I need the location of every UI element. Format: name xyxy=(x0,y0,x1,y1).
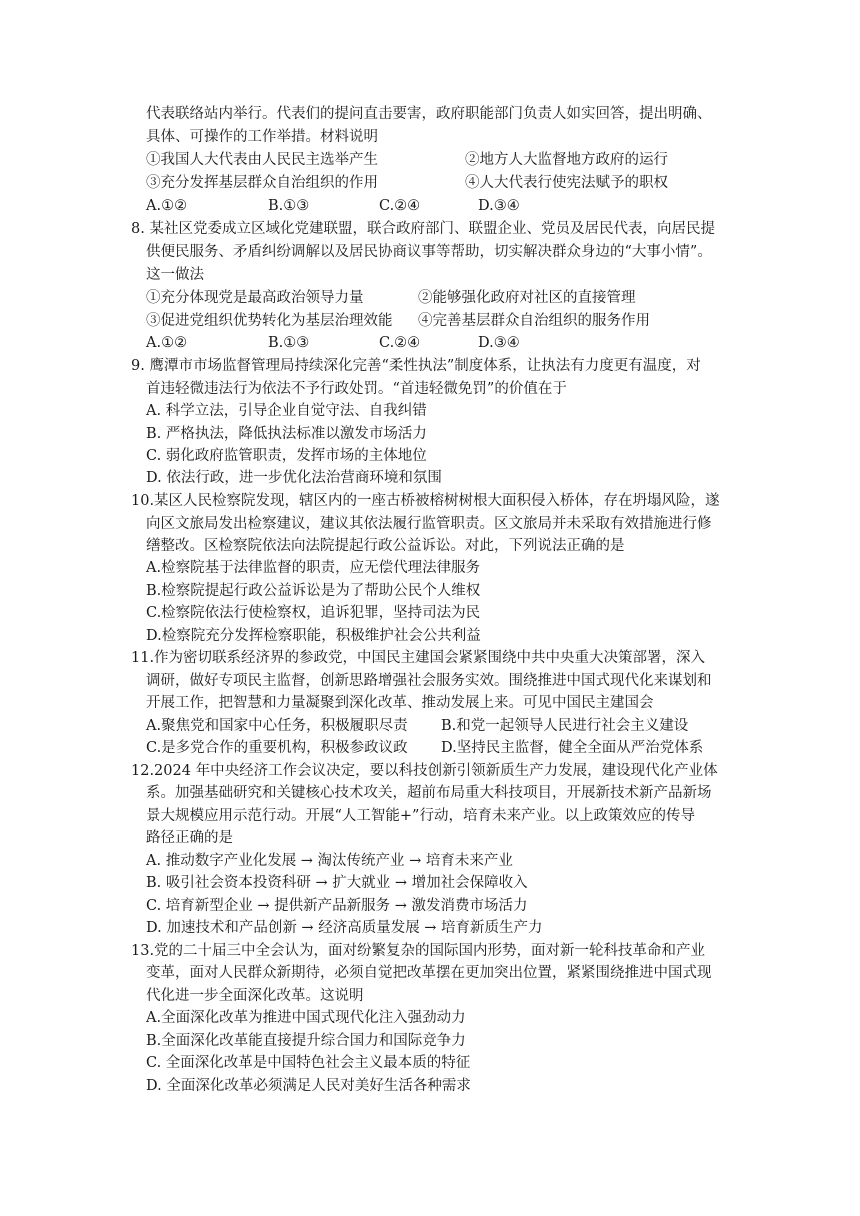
q10-stem-line-1: 10.某区人民检察院发现，辖区内的一座古桥被榕树树根大面积侵入桥体，存在坍塌风险，遂 xyxy=(131,493,720,509)
q8-option-d: D.③④ xyxy=(478,335,520,351)
q12-option-a: A. 推动数字产业化发展 → 淘汰传统产业 → 培育未来产业 xyxy=(146,853,513,869)
q12-stem-line-3: 景大规模应用示范行动。开展“人工智能+”行动，培育未来产业。以上政策效应的传导 xyxy=(146,808,695,824)
q10-option-a: A.检察院基于法律监督的职责，应无偿代理法律服务 xyxy=(146,560,481,576)
q10-option-c: C.检察院依法行使检察权，追诉犯罪，坚持司法为民 xyxy=(146,605,481,621)
q12-stem-line-2: 系。加强基础研究和关键核心技术攻关，超前布局重大科技项目，开展新技术新产品新场 xyxy=(146,785,712,801)
q8-option-b: B.①③ xyxy=(268,335,310,351)
q7-option-a: A.①② xyxy=(146,198,188,214)
q9-option-b: B. 严格执法，降低执法标准以激发市场活力 xyxy=(146,426,427,442)
q10-option-d: D.检察院充分发挥检察职能，积极维护社会公共利益 xyxy=(146,628,481,644)
q9-stem-line-1: 9. 鹰潭市市场监督管理局持续深化完善“柔性执法”制度体系，让执法有力度更有温度，对 xyxy=(131,358,701,374)
q10-stem-line-3: 缮整改。区检察院依法向法院提起行政公益诉讼。对此，下列说法正确的是 xyxy=(146,538,625,554)
q12-option-d: D. 加速技术和产品创新 → 经济高质量发展 → 培育新质生产力 xyxy=(146,920,543,936)
q9-option-a: A. 科学立法，引导企业自觉守法、自我纠错 xyxy=(146,403,427,419)
q12-stem-line-4: 路径正确的是 xyxy=(146,830,233,846)
q8-item-1: ①充分体现党是最高政治领导力量 xyxy=(146,290,364,306)
q11-stem-line-3: 开展工作，把智慧和力量凝聚到深化改革、推动发展上来。可见中国民主建国会 xyxy=(146,695,654,711)
q7-option-c: C.②④ xyxy=(379,198,421,214)
q8-option-c: C.②④ xyxy=(379,335,421,351)
q12-option-c: C. 培育新型企业 → 提供新产品新服务 → 激发消费市场活力 xyxy=(146,898,528,914)
q8-option-a: A.①② xyxy=(146,335,188,351)
q12-option-b: B. 吸引社会资本投资科研 → 扩大就业 → 增加社会保障收入 xyxy=(146,875,528,891)
q7-stem-line-1: 代表联络站内举行。代表们的提问直击要害，政府职能部门负责人如实回答，提出明确、 xyxy=(146,106,712,122)
q11-option-c: C.是多党合作的重要机构，积极参政议政 xyxy=(146,740,408,756)
q13-option-d: D. 全面深化改革必须满足人民对美好生活各种需求 xyxy=(146,1078,471,1094)
q10-stem-line-2: 向区文旅局发出检察建议，建议其依法履行监管职责。区文旅局并未采取有效措施进行修 xyxy=(146,516,712,532)
q8-stem-line-3: 这一做法 xyxy=(146,267,204,283)
q7-option-d: D.③④ xyxy=(478,198,520,214)
q9-option-c: C. 弱化政府监管职责，发挥市场的主体地位 xyxy=(146,448,427,464)
q7-item-1: ①我国人大代表由人民民主选举产生 xyxy=(146,152,378,168)
q12-stem-line-1: 12.2024 年中央经济工作会议决定，要以科技创新引领新质生产力发展，建设现代化产业体 xyxy=(131,763,718,779)
q13-option-b: B.全面深化改革能直接提升综合国力和国际竞争力 xyxy=(146,1033,466,1049)
q7-item-3: ③充分发挥基层群众自治组织的作用 xyxy=(146,175,378,191)
q10-option-b: B.检察院提起行政公益诉讼是为了帮助公民个人维权 xyxy=(146,583,481,599)
q13-stem-line-1: 13.党的二十届三中全会认为，面对纷繁复杂的国际国内形势，面对新一轮科技革命和产业 xyxy=(131,943,706,959)
q8-item-2: ②能够强化政府对社区的直接管理 xyxy=(418,290,636,306)
q11-stem-line-2: 调研，做好专项民主监督，创新思路增强社会服务实效。围绕推进中国式现代化来谋划和 xyxy=(146,673,712,689)
q11-option-b: B.和党一起领导人民进行社会主义建设 xyxy=(441,718,689,734)
q7-stem-line-2: 具体、可操作的工作举措。材料说明 xyxy=(146,129,378,145)
q11-stem-line-1: 11.作为密切联系经济界的参政党，中国民主建国会紧紧围绕中共中央重大决策部署，深入 xyxy=(131,650,706,666)
q11-option-d: D.坚持民主监督，健全全面从严治党体系 xyxy=(441,740,704,756)
q11-option-a: A.聚焦党和国家中心任务，积极履职尽责 xyxy=(146,718,408,734)
q9-stem-line-2: 首违轻微违法行为依法不予行政处罚。“首违轻微免罚”的价值在于 xyxy=(146,381,567,397)
q8-stem-line-2: 供便民服务、矛盾纠纷调解以及居民协商议事等帮助，切实解决群众身边的“大事小情”。 xyxy=(146,244,712,260)
q13-stem-line-2: 变革，面对人民群众新期待，必须自觉把改革摆在更加突出位置，紧紧围绕推进中国式现 xyxy=(146,965,712,981)
q8-item-4: ④完善基层群众自治组织的服务作用 xyxy=(418,313,650,329)
q8-stem-line-1: 8. 某社区党委成立区域化党建联盟，联合政府部门、联盟企业、党员及居民代表，向居民提 xyxy=(131,221,715,237)
q7-item-2: ②地方人大监督地方政府的运行 xyxy=(465,152,668,168)
q13-option-c: C. 全面深化改革是中国特色社会主义最本质的特征 xyxy=(146,1055,471,1071)
q8-item-3: ③促进党组织优势转化为基层治理效能 xyxy=(146,313,393,329)
q13-option-a: A.全面深化改革为推进中国式现代化注入强劲动力 xyxy=(146,1010,466,1026)
q7-item-4: ④人大代表行使宪法赋予的职权 xyxy=(465,175,668,191)
q7-option-b: B.①③ xyxy=(268,198,310,214)
q9-option-d: D. 依法行政，进一步优化法治营商环境和氛围 xyxy=(146,470,442,486)
q13-stem-line-3: 代化进一步全面深化改革。这说明 xyxy=(146,988,364,1004)
